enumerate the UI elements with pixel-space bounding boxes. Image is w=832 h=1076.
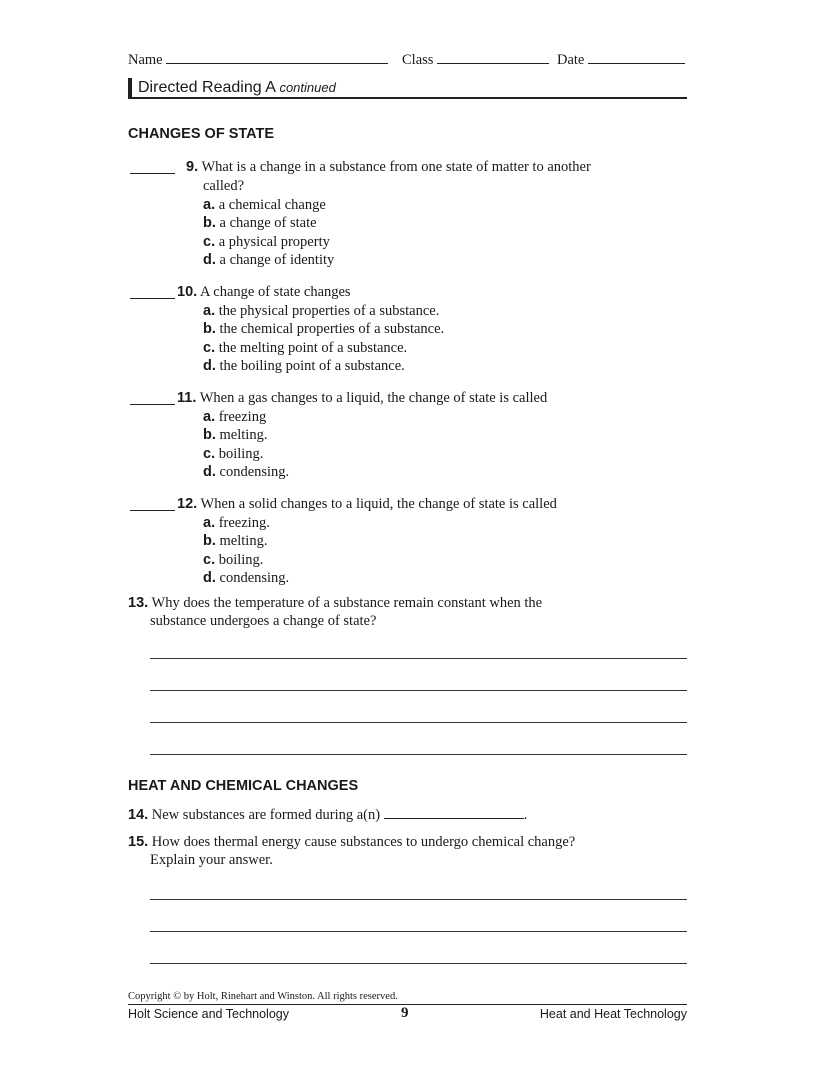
option-9d[interactable]: [203, 252, 334, 269]
question-number: 12.: [177, 496, 198, 512]
date-field[interactable]: [557, 52, 685, 69]
question-text: Why does the temperature of a substance remain constant when the: [151, 595, 543, 611]
question-13: [128, 595, 542, 612]
question-text: New substances are formed during a(n): [151, 807, 381, 823]
page-number: 9: [401, 1005, 409, 1021]
answer-blank-11[interactable]: [130, 390, 175, 405]
answer-line-15-3[interactable]: [150, 963, 687, 964]
question-end: .: [523, 807, 528, 823]
option-letter: b.: [203, 321, 216, 337]
answer-blank-10[interactable]: [130, 284, 175, 299]
answer-line-13-2[interactable]: [150, 690, 687, 691]
date-blank[interactable]: [588, 63, 685, 64]
option-9a[interactable]: [203, 197, 326, 214]
question-9: [186, 159, 591, 176]
answer-blank-12[interactable]: [130, 496, 175, 511]
option-letter: c.: [203, 340, 216, 356]
question-text: When a solid changes to a liquid, the change of state is called: [200, 496, 557, 512]
question-text: substance undergoes a change of state?: [150, 613, 377, 629]
option-letter: c.: [203, 446, 216, 462]
question-number: 9.: [186, 159, 199, 175]
option-text: freezing.: [218, 515, 270, 531]
option-letter: a.: [203, 197, 216, 213]
option-letter: b.: [203, 427, 216, 443]
question-10: [177, 284, 351, 301]
page-title: [138, 79, 336, 97]
question-14: [128, 807, 527, 824]
question-text: Explain your answer.: [150, 852, 273, 868]
option-letter: a.: [203, 409, 216, 425]
option-letter: d.: [203, 464, 216, 480]
header-rule: [128, 97, 687, 99]
option-letter: c.: [203, 552, 216, 568]
option-text: condensing.: [219, 464, 290, 480]
option-text: melting.: [219, 533, 268, 549]
option-text: melting.: [219, 427, 268, 443]
section-heading-changes-of-state: CHANGES OF STATE: [128, 126, 275, 142]
question-text: A change of state changes: [200, 284, 351, 300]
name-blank[interactable]: [166, 63, 388, 64]
question-number: 15.: [128, 834, 149, 850]
option-letter: a.: [203, 303, 216, 319]
question-text: called?: [203, 178, 245, 194]
option-text: boiling.: [218, 446, 264, 462]
option-10c[interactable]: [203, 340, 407, 357]
section-heading-heat-and-chemical-changes: HEAT AND CHEMICAL CHANGES: [128, 778, 359, 794]
option-10a[interactable]: [203, 303, 439, 320]
question-number: 10.: [177, 284, 198, 300]
name-field[interactable]: [128, 52, 388, 69]
question-text: What is a change in a substance from one state of matter to another: [201, 159, 591, 175]
class-label: Class: [402, 52, 434, 68]
option-letter: b.: [203, 215, 216, 231]
option-text: the chemical properties of a substance.: [219, 321, 445, 337]
option-text: a physical property: [218, 234, 330, 250]
footer-chapter-title: Heat and Heat Technology: [539, 1007, 687, 1021]
option-11b[interactable]: [203, 427, 267, 444]
option-11d[interactable]: [203, 464, 289, 481]
option-letter: c.: [203, 234, 216, 250]
option-9b[interactable]: [203, 215, 317, 232]
question-text: When a gas changes to a liquid, the change of state is called: [199, 390, 548, 406]
date-label: Date: [557, 52, 585, 68]
option-10d[interactable]: [203, 358, 405, 375]
question-number: 13.: [128, 595, 149, 611]
option-12a[interactable]: [203, 515, 270, 532]
copyright: Copyright © by Holt, Rinehart and Winston. All rights reserved.: [128, 991, 398, 1002]
answer-blank-9[interactable]: [130, 159, 175, 174]
option-letter: a.: [203, 515, 216, 531]
footer-book-title: Holt Science and Technology: [128, 1007, 289, 1021]
option-12d[interactable]: [203, 570, 289, 587]
option-12b[interactable]: [203, 533, 267, 550]
question-11: [177, 390, 547, 407]
question-number: 14.: [128, 807, 149, 823]
option-letter: d.: [203, 358, 216, 374]
question-12: [177, 496, 557, 513]
class-field[interactable]: [402, 52, 549, 69]
answer-line-15-2[interactable]: [150, 931, 687, 932]
answer-line-13-1[interactable]: [150, 658, 687, 659]
option-text: a change of identity: [219, 252, 335, 268]
title-suffix: continued: [279, 80, 336, 95]
option-11a[interactable]: [203, 409, 266, 426]
option-letter: b.: [203, 533, 216, 549]
name-label: Name: [128, 52, 163, 68]
option-10b[interactable]: [203, 321, 444, 338]
answer-blank-14[interactable]: [384, 818, 524, 819]
option-text: the melting point of a substance.: [218, 340, 408, 356]
title-text: Directed Reading A: [138, 79, 275, 96]
option-letter: d.: [203, 252, 216, 268]
class-blank[interactable]: [437, 63, 549, 64]
answer-line-15-1[interactable]: [150, 899, 687, 900]
option-text: boiling.: [218, 552, 264, 568]
option-text: the boiling point of a substance.: [219, 358, 405, 374]
title-bar-marker: [128, 78, 132, 98]
option-11c[interactable]: [203, 446, 263, 463]
option-text: freezing: [218, 409, 267, 425]
question-15: [128, 834, 575, 851]
option-9c[interactable]: [203, 234, 330, 251]
answer-line-13-4[interactable]: [150, 754, 687, 755]
answer-line-13-3[interactable]: [150, 722, 687, 723]
option-text: a change of state: [219, 215, 317, 231]
option-text: a chemical change: [218, 197, 326, 213]
option-text: the physical properties of a substance.: [218, 303, 440, 319]
question-text: How does thermal energy cause substances to undergo chemical change?: [151, 834, 576, 850]
option-letter: d.: [203, 570, 216, 586]
option-12c[interactable]: [203, 552, 263, 569]
option-text: condensing.: [219, 570, 290, 586]
question-number: 11.: [177, 390, 197, 406]
